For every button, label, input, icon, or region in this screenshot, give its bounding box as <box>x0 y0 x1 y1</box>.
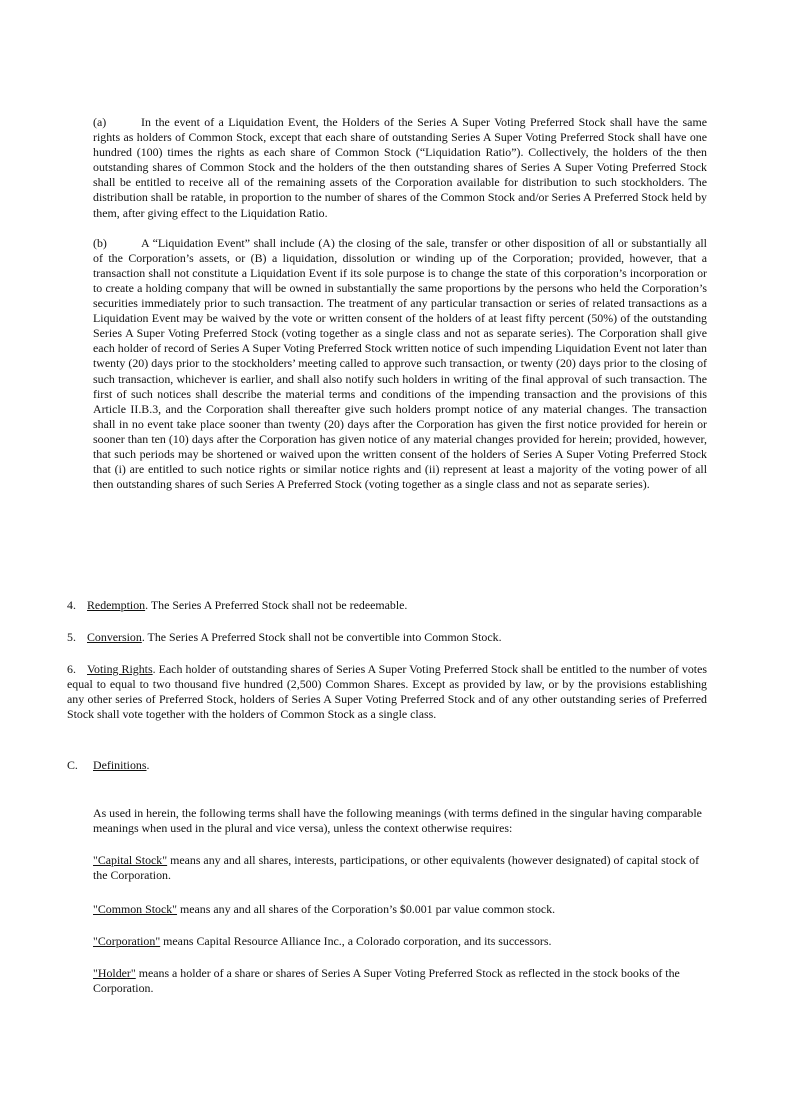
section-5-conversion <box>67 630 707 645</box>
definition-term: "Capital Stock" <box>93 853 168 867</box>
paragraph-a-label: (a) <box>93 115 107 129</box>
definition-capital-stock <box>93 853 707 883</box>
definition-term: "Common Stock" <box>93 902 178 916</box>
paragraph-a <box>93 115 707 221</box>
definitions-intro: As used in herein, the following terms shall have the following meanings (with terms defined in the singular having comparable meanings when used in the plural and vice versa), unless the context otherwise requires: <box>93 806 702 836</box>
definition-holder <box>93 966 707 996</box>
section-5-number: 5. <box>67 630 76 644</box>
section-c-letter: C. <box>67 758 78 772</box>
definition-text: means a holder of a share or shares of Series A Super Voting Preferred Stock as reflected in the stock books of the Corporation. <box>93 966 680 996</box>
section-4-number: 4. <box>67 598 76 612</box>
section-6-number: 6. <box>67 662 76 676</box>
definition-common-stock <box>93 902 707 917</box>
section-6-voting-rights <box>67 662 707 722</box>
paragraph-b <box>93 236 707 493</box>
definition-term: "Holder" <box>93 966 136 980</box>
section-4-text: . The Series A Preferred Stock shall not be redeemable. <box>145 598 408 612</box>
paragraph-b-text: A “Liquidation Event” shall include (A) the closing of the sale, transfer or other disposition of all or substantially all of the Corporation’s assets, or (B) a liquidation, dissolution or winding up of the Corporation; provided, however, that a transaction shall not constitute a Liquidation Event if its sole purpose is to change the state of this corporation’s incorporation or to create a holding company that will be owned in substantially the same proportions by the persons who held the Corporation’s securities immediately prior to such transaction. The treatment of any particular transaction or series of related transactions as a Liquidation Event may be waived by the vote or written consent of the holders of at least fifty percent (50%) of the outstanding Series A Super Voting Preferred Stock (voting together as a single class and not as separate series). The Corporation shall give each holder of record of Series A Super Voting Preferred Stock written notice of such impending Liquidation Event not later than twenty (20) days prior to the stockholders’ meeting called to approve such transaction, or twenty (20) days prior to the closing of such transaction, whichever is earlier, and shall also notify such holders in writing of the final approval of such transaction. The first of such notices shall describe the material terms and conditions of the impending transaction and the provisions of this Article II.B.3, and the Corporation shall thereafter give such holders prompt notice of any material changes. The transaction shall in no event take place sooner than twenty (20) days after the Corporation has given the first notice provided for herein or sooner than ten (10) days after the Corporation has given notice of any material changes provided for herein; provided, however, that such periods may be shortened or waived upon the written consent of the holders of Series A Super Voting Preferred Stock that (i) are entitled to such notice rights or similar notice rights and (ii) represent at least a majority of the voting power of all then outstanding shares of such Series A Preferred Stock (voting together as a single class and not as separate series). <box>93 235 707 492</box>
section-4-title: Redemption <box>87 598 146 612</box>
section-c-definitions <box>67 758 707 773</box>
section-c-tail: . <box>146 758 150 772</box>
definition-text: means any and all shares of the Corporation’s $0.001 par value common stock. <box>177 902 556 916</box>
paragraph-a-text: In the event of a Liquidation Event, the Holders of the Series A Super Voting Preferred Stock shall have the same rights as holders of Common Stock, except that each share of outstanding Series A Super Voting Preferred Stock shall have one hundred (100) times the rights as each share of Common Stock (“Liquidation Ratio”). Collectively, the holders of the then outstanding shares of Common Stock and the holders of the then outstanding shares of Series A Super Voting Preferred Stock shall be entitled to receive all of the remaining assets of the Corporation available for distribution to such stockholders. The distribution shall be ratable, in proportion to the number of shares of the Common Stock and/or Series A Preferred Stock held by them, after giving effect to the Liquidation Ratio. <box>93 115 707 220</box>
section-4-redemption <box>67 598 707 613</box>
liquidation-paragraphs <box>93 115 707 492</box>
definition-text: means Capital Resource Alliance Inc., a Colorado corporation, and its successors. <box>160 934 552 948</box>
definition-term: "Corporation" <box>93 934 161 948</box>
definition-corporation <box>93 934 707 949</box>
section-5-text: . The Series A Preferred Stock shall not be convertible into Common Stock. <box>141 630 502 644</box>
definition-text: means any and all shares, interests, participations, or other equivalents (however designated) of capital stock of the Corporation. <box>93 853 700 883</box>
section-6-title: Voting Rights <box>87 662 153 676</box>
section-c-title: Definitions <box>93 758 147 772</box>
section-5-title: Conversion <box>87 630 142 644</box>
section-6-text: . Each holder of outstanding shares of Series A Super Voting Preferred Stock shall be entitled to the number of votes equal to equal to two thousand five hundred (2,500) Common Shares. Except as provided by law, or by the provisions establishing any other series of Preferred Stock, holders of Series A Super Voting Preferred Stock and of any other outstanding series of Preferred Stock shall vote together with the holders of Common Stock as a single class. <box>67 662 707 722</box>
paragraph-b-label: (b) <box>93 235 107 250</box>
